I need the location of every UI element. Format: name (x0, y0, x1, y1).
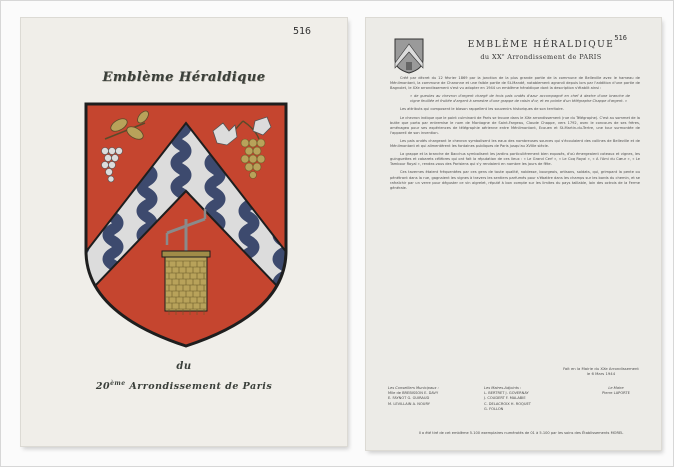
blazon-quote: « de gueules au chevron d'argent chargé de trois pals ondés d'azur accompagné en chef à dextre d'une branche de vigne feuillée et fruitée d'argent à senestre d'une grappe de raisin d'or, et en pointe d'un télégraphe Chappe d'argent. » (410, 94, 630, 104)
wavy-pale (83, 121, 84, 337)
date-line: Fait en la Mairie du XXe Arrondissement le 6 Mars 1944 (563, 366, 639, 377)
small-crest-icon (394, 38, 424, 74)
signatures-councillors: Les Conseillers Municipaux : Mlle de BREBISSON E. DAVY E. FAYNOT G. GUIRAUD M. LEVILLAIN A. NOURY (388, 386, 439, 406)
left-page (21, 18, 347, 446)
paragraph: Les pals ondés chargeant le chevron symbolisent les eaux des nombreuses sources qui s'écoulaient des collines de Belleville et de Ménilmontant et qui alimentèrent les fontaines publiques de Paris jusqu'au XVIIIe siècle. (390, 138, 640, 149)
paragraph: Ces tavernes étaient fréquentées par ces gens de toute qualité, noblesse, bourgeois, artisans, soldats, qui, grimpant la pente ou pénétrant dans la rue, gagnaient les vignes à travers les sentiers parfumés pour s'ébattre dans les champs sur les bords du chemin, et se rafraîchir par un verre pour déguster ce vin aigrelet, réputé à bon compte sur les limites du pays taillable, loin des octrois de la Ferme générale. (390, 170, 640, 190)
right-page (366, 18, 661, 450)
coat-of-arms (83, 101, 289, 349)
document-body (390, 76, 640, 366)
paragraph: Les attributs qui composent le blason rappellent les souvenirs historiques de son territoire. (400, 107, 564, 112)
caption-du: du (176, 361, 192, 372)
page-number: 516 (292, 26, 311, 37)
signature-mayor: Le Maire Pierre LAPORTE (602, 386, 630, 396)
paragraph: Le chevron indique que le point culminant de Paris se trouve dans le XXe arrondissement (rue du Télégraphe). C'est au sommet de la butte que porta par entremise le nom de Montagne de Saint-Fargeau, Claude Chappe, vers 1792, avec le concours de ses frères, aménagea pour ses expériences de télégraphie aérienne entre Ménilmontant, Ecouen et St-Martin-du-Tertre, une tour surmontée de l'appareil de son invention. (390, 115, 640, 135)
page-number: 516 (614, 34, 627, 42)
signatures-deputy-mayors: Les Maires-Adjoints : L. BERTRET J. GOVERNAY J. COUDERT F. MALABIE C. DELACROIX H. ROQUET G. FOLLON (484, 386, 531, 411)
document-title: EMBLÈME HÉRALDIQUE du XXe Arrondissement de PARIS (467, 40, 615, 62)
paragraph: Créé par décret du 12 février 1869 par la jonction de la plus grande partie de la commune de Belleville avec le hameau de Ménilmontant, la commune de Charonne et une faible partie de St-Mandé, notablement agrandi depuis lors par l'addition d'une partie de Bagnolet, le XXe arrondissement s'est vu adopter en 1944 un emblème héraldique dont la description s'établit ainsi : (390, 76, 640, 91)
caption-arrondissement: 20ème Arrondissement de Paris (95, 380, 273, 393)
paragraph: La grappe et la branche de Bacchus symbolisent les jardins particulièrement bien exposés, d'où émergeaient coteaux et vignes, les guinguettes et cabarets célèbres qui ont fait la réputation de ces lieux : « Le Grand Cerf », « Le Coq Royal », « A l'Ami du Cœur », « Le Tambour Royal », rendez-vous des Parisiens qui s'y rendaient en nombre les jours de fête. (390, 152, 640, 167)
page-title: Emblème Héraldique (102, 70, 266, 85)
print-run-note: Il a été tiré de cet emblème 5.100 exemplaires numérotés de 01 à 5.100 par les soins des Établissements MOREL (418, 431, 624, 435)
